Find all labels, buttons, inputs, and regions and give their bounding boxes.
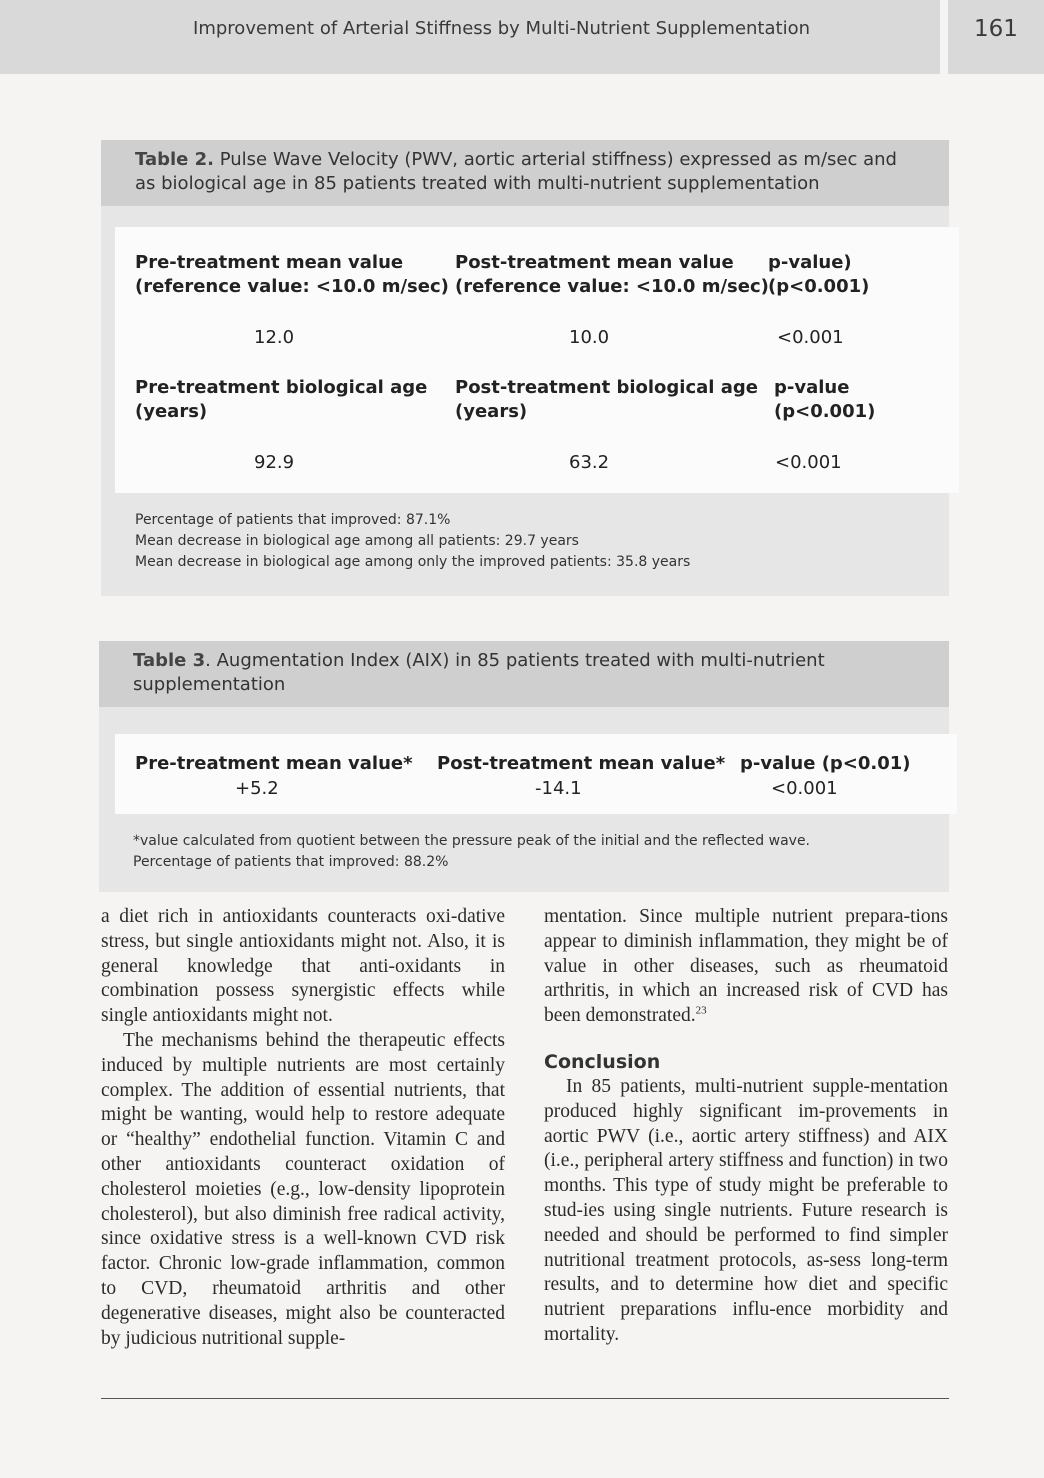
table-3-label: Table 3 bbox=[133, 650, 206, 671]
table-2 bbox=[101, 140, 949, 596]
table-3-caption-text: . Augmentation Index (AIX) in 85 patients treated with multi-nutrient supplementation bbox=[133, 650, 825, 695]
age-p-header: p-value (p<0.001) bbox=[774, 377, 876, 422]
pwv-pre-value: 12.0 bbox=[254, 327, 295, 348]
running-title: Improvement of Arterial Stiffness by Multi-Nutrient Supplementation bbox=[193, 18, 810, 39]
page-number: 161 bbox=[974, 16, 1018, 42]
table-3-caption bbox=[99, 641, 949, 707]
left-column bbox=[101, 905, 505, 1351]
table-2-label: Table 2. bbox=[135, 149, 214, 170]
pwv-p-value: <0.001 bbox=[777, 327, 844, 348]
body-paragraph: mentation. Since multiple nutrient prepara-tions appear to diminish inflammation, they might be of value in other diseases, such as rheumatoid arthritis, in which an increased risk of CVD has been demonstrated.$^{23}$ bbox=[544, 906, 948, 1027]
table-2-note: Mean decrease in biological age among all patients: 29.7 years bbox=[135, 533, 579, 549]
conclusion-paragraph: In 85 patients, multi-nutrient supple-mentation produced highly significant im-provements in aortic PWV (i.e., aortic artery stiffness) and AIX (i.e., peripheral artery stiffness and function) in two months. This type of study might be preferable to stud-ies using single nutrients. Future research is needed and should be performed to find simpler nutritional treatment protocols, as-sess long-term results, and to determine how diet and specific nutrient preparations influ-ence morbidity and mortality. bbox=[544, 1075, 948, 1345]
reference-number: 23 bbox=[695, 1004, 707, 1017]
age-pre-header: Pre-treatment biological age (years) bbox=[135, 377, 428, 422]
table-2-note: Percentage of patients that improved: 87.1% bbox=[135, 512, 451, 528]
table-3-body bbox=[115, 734, 957, 814]
aix-post-header: Post-treatment mean value* bbox=[437, 753, 726, 774]
table-2-note: Mean decrease in biological age among only the improved patients: 35.8 years bbox=[135, 554, 691, 570]
age-post-value: 63.2 bbox=[569, 452, 610, 473]
aix-post-value: -14.1 bbox=[535, 778, 582, 799]
table-2-body bbox=[115, 227, 959, 493]
footer-rule bbox=[101, 1398, 949, 1399]
table-3-note: Percentage of patients that improved: 88.2% bbox=[133, 854, 449, 870]
age-pre-value: 92.9 bbox=[254, 452, 295, 473]
table-2-caption bbox=[101, 140, 949, 206]
running-header bbox=[0, 0, 940, 74]
aix-pre-value: +5.2 bbox=[235, 778, 279, 799]
age-p-value: <0.001 bbox=[775, 452, 842, 473]
right-column bbox=[544, 905, 948, 1348]
pwv-post-header: Post-treatment mean value (reference value: <10.0 m/sec) bbox=[455, 252, 769, 297]
aix-p-value: <0.001 bbox=[771, 778, 838, 799]
pwv-pre-header: Pre-treatment mean value (reference value: <10.0 m/sec) bbox=[135, 252, 449, 297]
conclusion-heading: Conclusion bbox=[544, 1050, 661, 1073]
pwv-p-header: p-value) (p<0.001) bbox=[768, 252, 870, 297]
body-paragraph: a diet rich in antioxidants counteracts oxi-dative stress, but single antioxidants might not. Also, it is general knowledge that anti-oxidants in combination possess synergistic effects while single antioxidants might not. bbox=[101, 906, 505, 1027]
table-3 bbox=[99, 641, 949, 892]
aix-p-header: p-value (p<0.01) bbox=[740, 753, 911, 774]
pwv-post-value: 10.0 bbox=[569, 327, 610, 348]
table-3-note: *value calculated from quotient between the pressure peak of the initial and the reflected wave. bbox=[133, 833, 811, 849]
age-post-header: Post-treatment biological age (years) bbox=[455, 377, 758, 422]
body-paragraph: The mechanisms behind the therapeutic effects induced by multiple nutrients are most certainly complex. The addition of essential nutrients, that might be wanting, would help to restore adequate or “healthy” endothelial function. Vitamin C and other antioxidants counteract oxidation of cholesterol moieties (e.g., low-density lipoprotein cholesterol), but also diminish free radical activity, since oxidative stress is a well-known CVD risk factor. Chronic low-grade inflammation, common to CVD, rheumatoid arthritis and other degenerative diseases, might also be counteracted by judicious nutritional supple- bbox=[101, 1029, 505, 1349]
table-2-caption-text: Pulse Wave Velocity (PWV, aortic arterial stiffness) expressed as m/sec and as biological age in 85 patients treated with multi-nutrient supplementation bbox=[135, 149, 897, 194]
aix-pre-header: Pre-treatment mean value* bbox=[135, 753, 413, 774]
